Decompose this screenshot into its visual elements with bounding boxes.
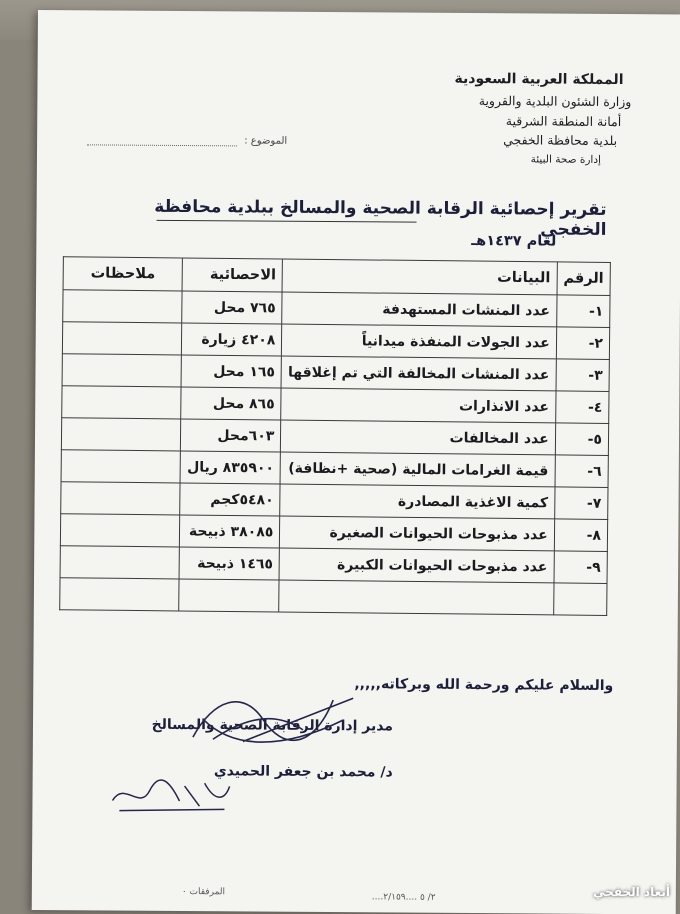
row-note [62, 354, 182, 387]
row-stat: ٨٦٥ محل [181, 387, 281, 420]
row-stat: ٨٣٥٩٠٠ ريال [180, 451, 280, 484]
row-item: عدد مذبوحات الحيوانات الصغيرة [280, 516, 555, 551]
letterhead-municipality: بلدية محافظة الخفجي [503, 132, 618, 149]
report-title: تقرير إحصائية الرقابة الصحية والمسالخ ببلدية محافظة الخفجي [154, 196, 607, 240]
source-watermark: أبعاد الخفجي [593, 885, 670, 899]
letterhead-kingdom: المملكة العربية السعودية [454, 70, 624, 89]
row-stat: ٧٦٥ محل [182, 291, 282, 324]
manager-title: مدير إدارة الرقابة الصحية والمسالخ [151, 716, 394, 735]
row-number: ٨- [554, 519, 608, 552]
header-number: الرقم [557, 262, 611, 296]
handwritten-date-scribble [104, 770, 234, 821]
row-stat: ٤٢٠٨ زيارة [182, 323, 282, 356]
row-note [60, 546, 180, 579]
letterhead-region: أمانة المنطقة الشرقية [505, 113, 622, 130]
row-item: عدد الجولات المنفذة ميدانياً [282, 324, 557, 359]
row-number: ٥- [555, 423, 609, 456]
subject-label: الموضوع : [244, 135, 288, 147]
row-item: عدد المخالفات [281, 420, 556, 455]
row-item: عدد المنشات المخالفة التي تم إغلاقها [281, 356, 556, 391]
row-note [62, 322, 182, 355]
row-number: ٢- [556, 327, 610, 360]
attachments-label: المرفقات ٠ [181, 887, 226, 898]
header-data: البيانات [282, 259, 557, 295]
row-number: ٧- [554, 487, 608, 520]
statistics-table [59, 256, 611, 616]
row-number: ٩- [554, 551, 608, 584]
letterhead-ministry: وزارة الشئون البلدية والقروية [478, 93, 632, 110]
row-number: ١- [556, 295, 610, 328]
subject-field [87, 134, 287, 146]
row-note [61, 482, 181, 515]
row-stat: ٥٤٨٠كجم [180, 483, 280, 516]
row-item [279, 580, 554, 615]
row-stat: ١٦٥ محل [181, 355, 281, 388]
letterhead-department: إدارة صحة البيئة [530, 153, 602, 166]
report-year: لعام ١٤٣٧هـ [471, 233, 557, 250]
row-note [61, 450, 181, 483]
row-number: ٣- [556, 359, 610, 392]
row-stat: ١٤٦٥ ذبيحة [179, 547, 279, 580]
document-page [32, 10, 680, 914]
footer-reference: ....٢/ ٥ ....٢/١٥٩ [371, 892, 436, 903]
manager-name: د/ محمد بن جعفر الحميدي [213, 763, 393, 781]
row-note [63, 290, 183, 323]
row-item: عدد الانذارات [281, 388, 556, 423]
row-stat: ٣٨٠٨٥ ذبيحة [180, 515, 280, 548]
row-item: كمية الاغذية المصادرة [280, 484, 555, 519]
closing-greeting: والسلام عليكم ورحمة الله وبركاته,,,,, [354, 676, 614, 695]
row-note [62, 386, 182, 419]
row-item: عدد مذبوحات الحيوانات الكبيرة [279, 548, 554, 583]
row-note [61, 418, 181, 451]
row-number: ٤- [555, 391, 609, 424]
row-number: ٦- [555, 455, 609, 488]
signature-scribble [183, 679, 364, 760]
row-note [60, 578, 180, 611]
header-notes: ملاحظات [63, 257, 183, 291]
row-number [553, 583, 607, 616]
table-row-empty [60, 578, 607, 616]
subject-dotted-line [87, 144, 237, 146]
row-stat [179, 579, 279, 612]
header-stats: الاحصائية [182, 258, 282, 292]
row-note [60, 514, 180, 547]
row-item: قيمة الغرامات المالية (صحية +نظافة) [280, 452, 555, 487]
row-stat: ٦٠٣محل [181, 419, 281, 452]
row-item: عدد المنشات المستهدفة [282, 292, 557, 327]
